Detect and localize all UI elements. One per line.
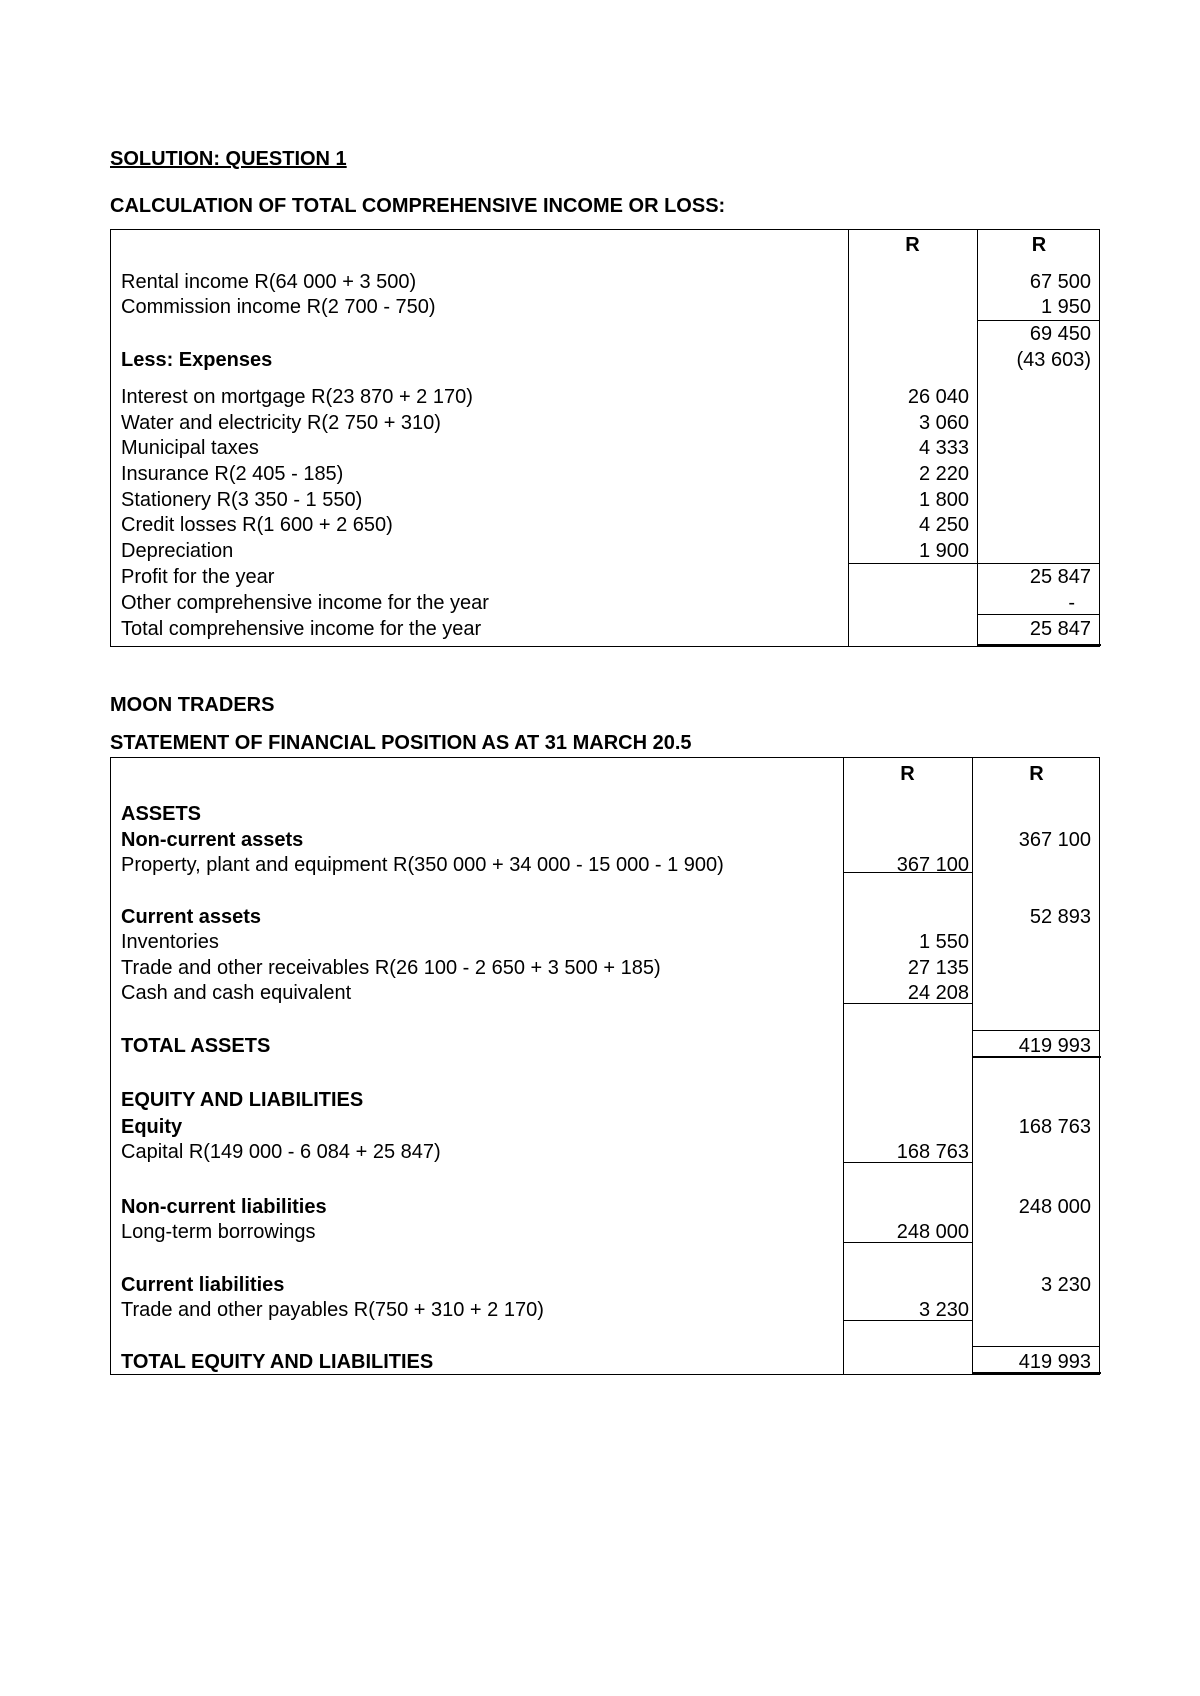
column-header-1: R <box>905 234 920 256</box>
assets-heading: ASSETS <box>121 803 202 825</box>
inventories-label: Inventories <box>121 931 219 953</box>
expense-label: Municipal taxes <box>121 437 259 459</box>
ncl-value: 248 000 <box>1018 1196 1091 1218</box>
income-heading: CALCULATION OF TOTAL COMPREHENSIVE INCOME OR LOSS: <box>110 195 726 217</box>
expense-value: 3 060 <box>918 412 969 434</box>
payables-value: 3 230 <box>918 1299 969 1321</box>
expense-label: Stationery R(3 350 - 1 550) <box>121 489 363 511</box>
capital-label: Capital R(149 000 - 6 084 + 25 847) <box>121 1141 441 1163</box>
column-divider <box>977 230 978 646</box>
ca-value: 52 893 <box>1029 906 1091 928</box>
total-eq-liab-top-line <box>972 1346 1099 1347</box>
rental-income-label: Rental income R(64 000 + 3 500) <box>121 271 417 293</box>
equity-label: Equity <box>121 1116 183 1138</box>
subtotal-line <box>977 320 1099 321</box>
ca-label: Current assets <box>121 906 262 928</box>
expense-value: 1 900 <box>918 540 969 562</box>
income-subtotal-value: 69 450 <box>1029 323 1091 345</box>
page-title: SOLUTION: QUESTION 1 <box>110 148 347 170</box>
commission-income-value: 1 950 <box>1040 296 1091 318</box>
total-comprehensive-income-label: Total comprehensive income for the year <box>121 618 482 640</box>
profit-label: Profit for the year <box>121 566 275 588</box>
capital-value: 168 763 <box>896 1141 969 1163</box>
total-assets-label: TOTAL ASSETS <box>121 1035 271 1057</box>
total-line <box>977 614 1099 615</box>
nca-label: Non-current assets <box>121 829 304 851</box>
expense-label: Depreciation <box>121 540 234 562</box>
cl-label: Current liabilities <box>121 1274 285 1296</box>
equity-liabilities-heading: EQUITY AND LIABILITIES <box>121 1089 364 1111</box>
total-eq-liab-label: TOTAL EQUITY AND LIABILITIES <box>121 1351 434 1373</box>
column-divider <box>843 758 844 1374</box>
column-divider <box>972 758 973 1374</box>
expense-label: Interest on mortgage R(23 870 + 2 170) <box>121 386 473 408</box>
less-expenses-label: Less: Expenses <box>121 349 273 371</box>
ppe-label: Property, plant and equipment R(350 000 + 34 000 - 15 000 - 1 900) <box>121 854 724 876</box>
expense-value: 26 040 <box>907 386 969 408</box>
company-name: MOON TRADERS <box>110 694 275 716</box>
income-table <box>110 229 1100 647</box>
oci-value: - <box>1068 592 1075 614</box>
expense-label: Water and electricity R(2 750 + 310) <box>121 412 441 434</box>
cash-value: 24 208 <box>907 982 969 1004</box>
expense-value: 4 333 <box>918 437 969 459</box>
payables-label: Trade and other payables R(750 + 310 + 2 170) <box>121 1299 544 1321</box>
column-header-1: R <box>900 763 915 785</box>
inventories-value: 1 550 <box>918 931 969 953</box>
long-term-borrowings-label: Long-term borrowings <box>121 1221 316 1243</box>
column-divider <box>848 230 849 646</box>
expense-label: Insurance R(2 405 - 185) <box>121 463 344 485</box>
total-assets-top-line <box>972 1030 1099 1031</box>
receivables-value: 27 135 <box>907 957 969 979</box>
financial-position-table <box>110 757 1100 1375</box>
total-assets-value: 419 993 <box>1018 1035 1091 1057</box>
ppe-value: 367 100 <box>896 854 969 876</box>
sofp-heading: STATEMENT OF FINANCIAL POSITION AS AT 31 MARCH 20.5 <box>110 732 692 754</box>
profit-value: 25 847 <box>1029 566 1091 588</box>
receivables-label: Trade and other receivables R(26 100 - 2 650 + 3 500 + 185) <box>121 957 661 979</box>
expense-label: Credit losses R(1 600 + 2 650) <box>121 514 393 536</box>
rental-income-value: 67 500 <box>1029 271 1091 293</box>
column-header-2: R <box>1029 763 1044 785</box>
long-term-borrowings-value: 248 000 <box>896 1221 969 1243</box>
commission-income-label: Commission income R(2 700 - 750) <box>121 296 436 318</box>
nca-value: 367 100 <box>1018 829 1091 851</box>
equity-value: 168 763 <box>1018 1116 1091 1138</box>
expense-value: 1 800 <box>918 489 969 511</box>
column-header-2: R <box>1031 234 1047 256</box>
total-eq-liab-value: 419 993 <box>1018 1351 1091 1373</box>
total-comprehensive-income-value: 25 847 <box>1029 618 1091 640</box>
ncl-label: Non-current liabilities <box>121 1196 327 1218</box>
cl-value: 3 230 <box>1040 1274 1091 1296</box>
expense-value: 2 220 <box>918 463 969 485</box>
total-expenses-value: (43 603) <box>1016 349 1091 371</box>
cash-label: Cash and cash equivalent <box>121 982 352 1004</box>
total-double-underline <box>977 644 1101 646</box>
oci-label: Other comprehensive income for the year <box>121 592 489 614</box>
expense-value: 4 250 <box>918 514 969 536</box>
expenses-total-line <box>848 563 1099 564</box>
